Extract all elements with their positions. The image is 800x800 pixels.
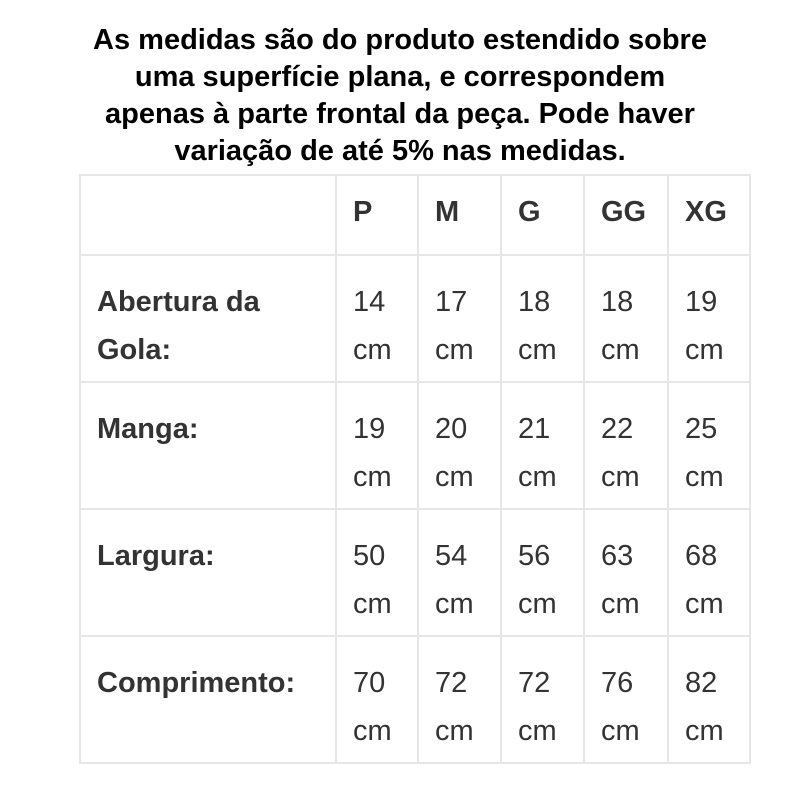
header-cell-p: P <box>336 175 418 255</box>
cell-value: 14 <box>353 286 386 318</box>
row-label: Largura: <box>80 509 336 636</box>
header-cell-g: G <box>501 175 584 255</box>
cell-value: 19 <box>353 413 386 445</box>
cell-value: 22 <box>601 413 634 445</box>
cell-value: 63 <box>601 540 634 572</box>
table-cell <box>418 382 501 509</box>
table-row <box>80 382 750 509</box>
cell-value: 54 <box>435 540 468 572</box>
table-cell <box>336 509 418 636</box>
table-cell <box>501 509 584 636</box>
row-label: Manga: <box>80 382 336 509</box>
cell-unit: cm <box>601 588 640 620</box>
table-cell <box>584 636 668 763</box>
cell-value: 18 <box>518 286 551 318</box>
table-cell <box>418 636 501 763</box>
table-cell <box>501 382 584 509</box>
table-cell <box>501 255 584 382</box>
intro-line: uma superfície plana, e correspondem <box>134 61 666 93</box>
table-cell <box>668 255 750 382</box>
header-row <box>80 175 750 255</box>
cell-value: 82 <box>685 667 718 699</box>
cell-unit: cm <box>435 588 474 620</box>
cell-value: 21 <box>518 413 551 445</box>
table-cell <box>668 382 750 509</box>
cell-unit: cm <box>353 334 392 366</box>
table-cell <box>668 509 750 636</box>
header-cell-gg: GG <box>584 175 668 255</box>
cell-unit: cm <box>518 461 557 493</box>
table-cell <box>584 255 668 382</box>
cell-value: 56 <box>518 540 551 572</box>
table-row <box>80 509 750 636</box>
intro-line: apenas à parte frontal da peça. Pode haver <box>105 98 695 130</box>
cell-value: 68 <box>685 540 718 572</box>
size-table <box>79 174 751 764</box>
table-cell <box>584 509 668 636</box>
cell-unit: cm <box>601 461 640 493</box>
cell-value: 70 <box>353 667 386 699</box>
cell-value: 18 <box>601 286 634 318</box>
cell-unit: cm <box>353 461 392 493</box>
table-cell <box>336 636 418 763</box>
cell-unit: cm <box>685 588 724 620</box>
cell-value: 72 <box>435 667 468 699</box>
table-cell <box>336 382 418 509</box>
cell-unit: cm <box>518 334 557 366</box>
header-cell-m: M <box>418 175 501 255</box>
table-cell <box>501 636 584 763</box>
cell-unit: cm <box>353 588 392 620</box>
cell-unit: cm <box>435 715 474 747</box>
cell-unit: cm <box>518 715 557 747</box>
table-cell <box>418 509 501 636</box>
cell-value: 25 <box>685 413 718 445</box>
cell-value: 19 <box>685 286 718 318</box>
row-label: Comprimento: <box>80 636 336 763</box>
cell-unit: cm <box>685 715 724 747</box>
header-cell-xg: XG <box>668 175 750 255</box>
cell-unit: cm <box>518 588 557 620</box>
cell-unit: cm <box>435 334 474 366</box>
table-cell <box>668 636 750 763</box>
cell-value: 72 <box>518 667 551 699</box>
table-cell <box>418 255 501 382</box>
cell-value: 50 <box>353 540 386 572</box>
table-cell <box>336 255 418 382</box>
cell-unit: cm <box>435 461 474 493</box>
intro-line: As medidas são do produto estendido sobre <box>93 24 707 56</box>
cell-unit: cm <box>601 334 640 366</box>
header-cell-empty <box>80 175 336 255</box>
intro-line: variação de até 5% nas medidas. <box>174 135 626 167</box>
table-row <box>80 636 750 763</box>
row-label: Abertura da Gola: <box>80 255 336 382</box>
table-cell <box>584 382 668 509</box>
table-row <box>80 255 750 382</box>
intro-note <box>60 22 740 170</box>
cell-unit: cm <box>601 715 640 747</box>
cell-unit: cm <box>353 715 392 747</box>
cell-unit: cm <box>685 334 724 366</box>
cell-value: 17 <box>435 286 468 318</box>
cell-unit: cm <box>685 461 724 493</box>
cell-value: 76 <box>601 667 634 699</box>
cell-value: 20 <box>435 413 468 445</box>
